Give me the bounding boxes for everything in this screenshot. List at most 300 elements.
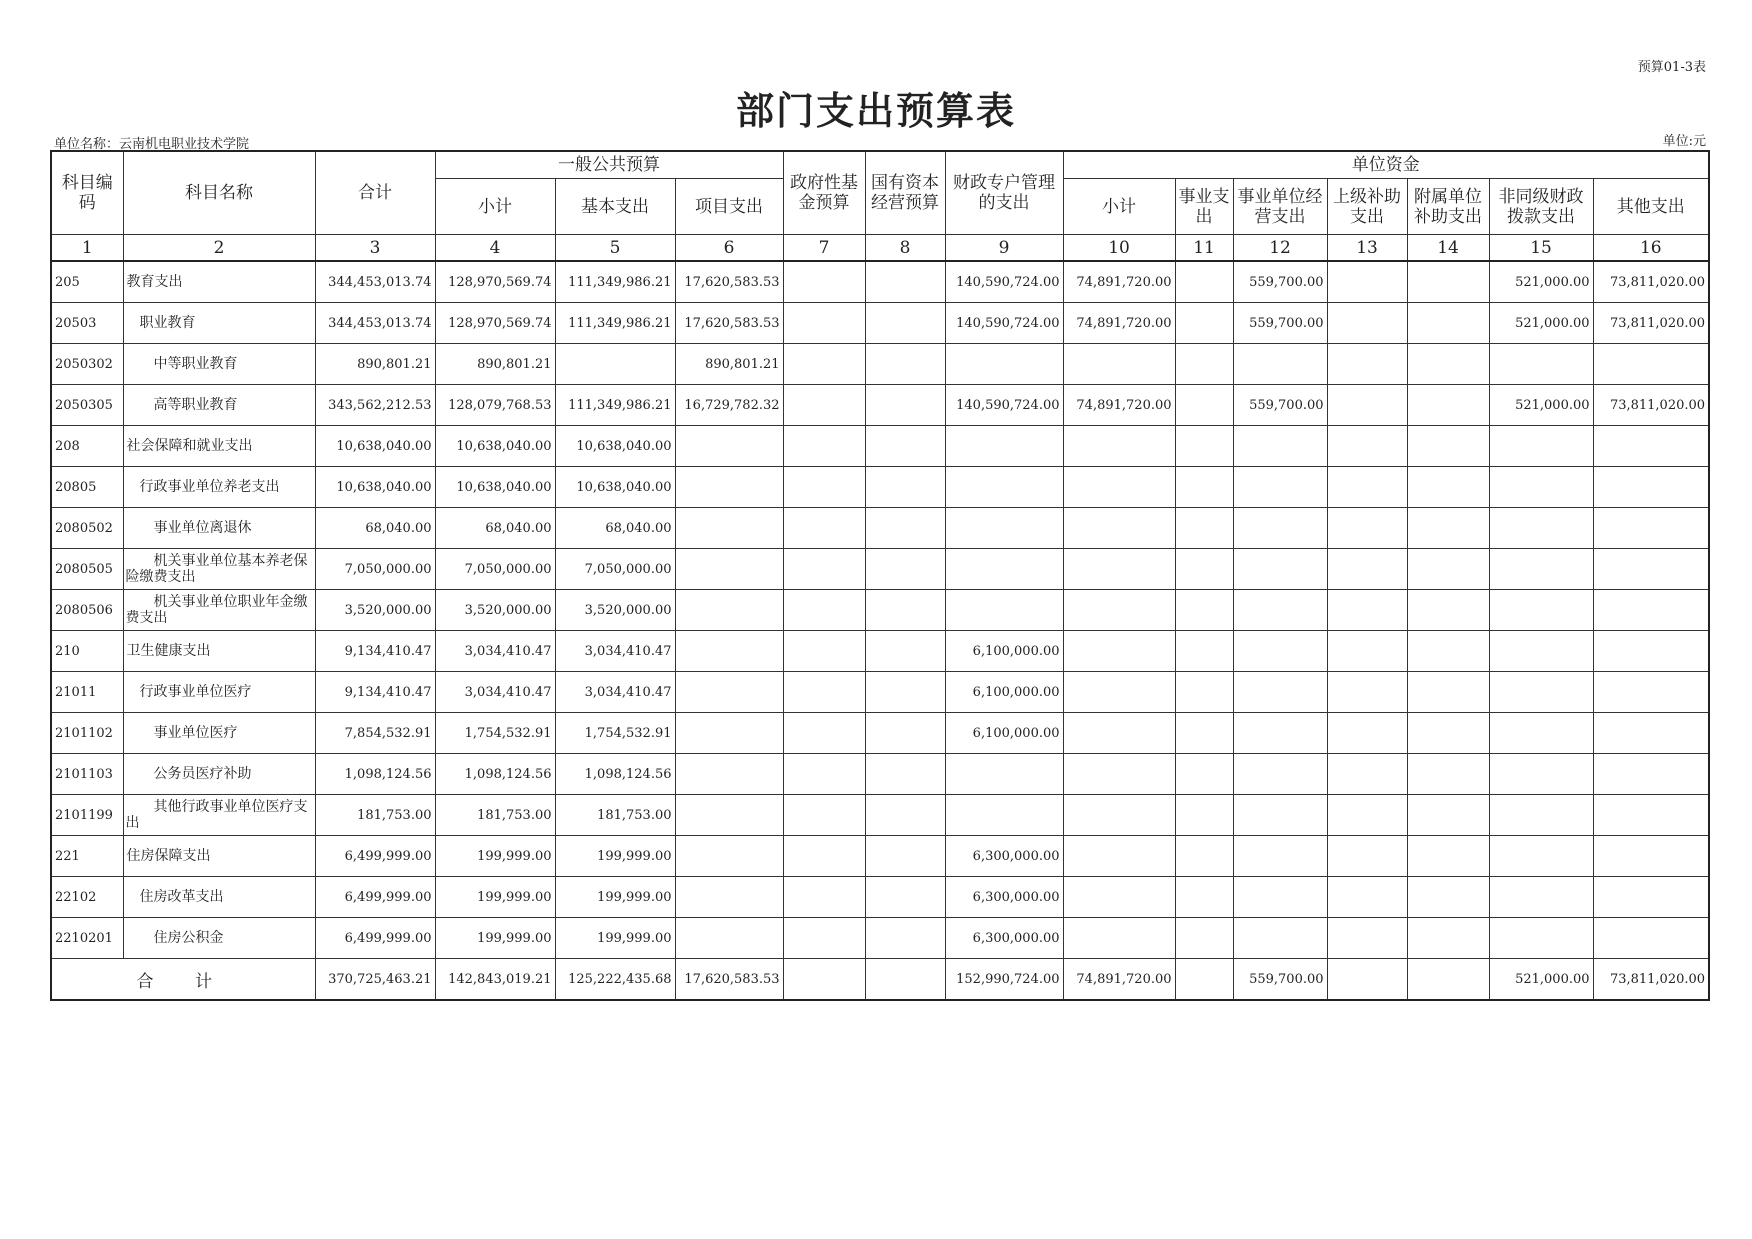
cell-c14 bbox=[1407, 795, 1489, 836]
subject-code: 21011 bbox=[51, 672, 123, 713]
header-unit-subtotal: 小计 bbox=[1063, 179, 1175, 235]
cell-c16 bbox=[1593, 795, 1709, 836]
cell-c9 bbox=[945, 467, 1063, 508]
total-c5: 125,222,435.68 bbox=[555, 959, 675, 1001]
cell-c8 bbox=[865, 508, 945, 549]
cell-c3: 9,134,410.47 bbox=[315, 672, 435, 713]
cell-c6 bbox=[675, 795, 783, 836]
cell-c5: 68,040.00 bbox=[555, 508, 675, 549]
column-number: 14 bbox=[1407, 235, 1489, 262]
header-subtotal: 小计 bbox=[435, 179, 555, 235]
total-c3: 370,725,463.21 bbox=[315, 959, 435, 1001]
total-c11 bbox=[1175, 959, 1233, 1001]
cell-c7 bbox=[783, 303, 865, 344]
cell-c12 bbox=[1233, 590, 1327, 631]
table-row bbox=[51, 385, 1709, 426]
subject-code: 22102 bbox=[51, 877, 123, 918]
total-c13 bbox=[1327, 959, 1407, 1001]
cell-c6 bbox=[675, 590, 783, 631]
column-number: 12 bbox=[1233, 235, 1327, 262]
header-name: 科目名称 bbox=[123, 151, 315, 235]
total-c14 bbox=[1407, 959, 1489, 1001]
header-superior-subsidy: 上级补助支出 bbox=[1327, 179, 1407, 235]
cell-c10 bbox=[1063, 467, 1175, 508]
cell-c13 bbox=[1327, 754, 1407, 795]
cell-c9: 6,300,000.00 bbox=[945, 918, 1063, 959]
subject-code: 2101199 bbox=[51, 795, 123, 836]
subject-code: 20805 bbox=[51, 467, 123, 508]
column-number: 3 bbox=[315, 235, 435, 262]
cell-c10 bbox=[1063, 672, 1175, 713]
cell-c5: 1,098,124.56 bbox=[555, 754, 675, 795]
cell-c15 bbox=[1489, 631, 1593, 672]
cell-c3: 181,753.00 bbox=[315, 795, 435, 836]
cell-c7 bbox=[783, 426, 865, 467]
column-number: 5 bbox=[555, 235, 675, 262]
column-number: 4 bbox=[435, 235, 555, 262]
cell-c4: 199,999.00 bbox=[435, 918, 555, 959]
cell-c9: 6,300,000.00 bbox=[945, 877, 1063, 918]
cell-c3: 10,638,040.00 bbox=[315, 426, 435, 467]
cell-c5: 199,999.00 bbox=[555, 877, 675, 918]
cell-c16 bbox=[1593, 918, 1709, 959]
cell-c11 bbox=[1175, 877, 1233, 918]
cell-c8 bbox=[865, 303, 945, 344]
cell-c11 bbox=[1175, 467, 1233, 508]
cell-c7 bbox=[783, 672, 865, 713]
total-c7 bbox=[783, 959, 865, 1001]
cell-c13 bbox=[1327, 549, 1407, 590]
table-row bbox=[51, 754, 1709, 795]
cell-c4: 1,098,124.56 bbox=[435, 754, 555, 795]
cell-c3: 343,562,212.53 bbox=[315, 385, 435, 426]
subject-name: 公务员医疗补助 bbox=[123, 754, 315, 795]
cell-c11 bbox=[1175, 549, 1233, 590]
column-number: 15 bbox=[1489, 235, 1593, 262]
cell-c14 bbox=[1407, 549, 1489, 590]
cell-c8 bbox=[865, 877, 945, 918]
cell-c4: 128,970,569.74 bbox=[435, 303, 555, 344]
cell-c4: 128,970,569.74 bbox=[435, 261, 555, 303]
subject-name: 社会保障和就业支出 bbox=[123, 426, 315, 467]
cell-c5: 10,638,040.00 bbox=[555, 426, 675, 467]
cell-c3: 7,050,000.00 bbox=[315, 549, 435, 590]
cell-c16 bbox=[1593, 754, 1709, 795]
table-row bbox=[51, 344, 1709, 385]
cell-c6: 16,729,782.32 bbox=[675, 385, 783, 426]
cell-c7 bbox=[783, 713, 865, 754]
header-gov-fund: 政府性基金预算 bbox=[783, 151, 865, 235]
table-row bbox=[51, 261, 1709, 303]
cell-c5: 111,349,986.21 bbox=[555, 303, 675, 344]
subject-code: 221 bbox=[51, 836, 123, 877]
subject-name: 机关事业单位基本养老保险缴费支出 bbox=[123, 549, 315, 590]
cell-c12 bbox=[1233, 631, 1327, 672]
cell-c9 bbox=[945, 508, 1063, 549]
budget-table bbox=[50, 150, 1710, 1001]
column-number: 7 bbox=[783, 235, 865, 262]
cell-c10 bbox=[1063, 918, 1175, 959]
cell-c5: 181,753.00 bbox=[555, 795, 675, 836]
page-title: 部门支出预算表 bbox=[735, 88, 1016, 133]
cell-c15 bbox=[1489, 877, 1593, 918]
cell-c15 bbox=[1489, 836, 1593, 877]
cell-c6: 17,620,583.53 bbox=[675, 303, 783, 344]
cell-c12 bbox=[1233, 426, 1327, 467]
subject-code: 2080502 bbox=[51, 508, 123, 549]
cell-c6 bbox=[675, 877, 783, 918]
cell-c9: 140,590,724.00 bbox=[945, 303, 1063, 344]
total-row bbox=[51, 959, 1709, 1001]
subject-name: 住房保障支出 bbox=[123, 836, 315, 877]
header-affiliated-subsidy: 附属单位补助支出 bbox=[1407, 179, 1489, 235]
cell-c5: 1,754,532.91 bbox=[555, 713, 675, 754]
subject-name: 事业单位离退休 bbox=[123, 508, 315, 549]
cell-c15 bbox=[1489, 672, 1593, 713]
subject-code: 2101102 bbox=[51, 713, 123, 754]
cell-c13 bbox=[1327, 344, 1407, 385]
cell-c14 bbox=[1407, 836, 1489, 877]
subject-name: 住房公积金 bbox=[123, 918, 315, 959]
cell-c7 bbox=[783, 385, 865, 426]
cell-c9: 6,300,000.00 bbox=[945, 836, 1063, 877]
subject-name: 机关事业单位职业年金缴费支出 bbox=[123, 590, 315, 631]
subject-name: 高等职业教育 bbox=[123, 385, 315, 426]
cell-c15 bbox=[1489, 508, 1593, 549]
total-c10: 74,891,720.00 bbox=[1063, 959, 1175, 1001]
cell-c16: 73,811,020.00 bbox=[1593, 303, 1709, 344]
cell-c5: 111,349,986.21 bbox=[555, 261, 675, 303]
cell-c9 bbox=[945, 426, 1063, 467]
cell-c3: 6,499,999.00 bbox=[315, 918, 435, 959]
table-row bbox=[51, 631, 1709, 672]
cell-c5: 7,050,000.00 bbox=[555, 549, 675, 590]
cell-c9 bbox=[945, 549, 1063, 590]
cell-c3: 6,499,999.00 bbox=[315, 877, 435, 918]
cell-c14 bbox=[1407, 672, 1489, 713]
header-total: 合计 bbox=[315, 151, 435, 235]
cell-c16 bbox=[1593, 836, 1709, 877]
cell-c13 bbox=[1327, 426, 1407, 467]
cell-c8 bbox=[865, 385, 945, 426]
cell-c10 bbox=[1063, 344, 1175, 385]
cell-c3: 68,040.00 bbox=[315, 508, 435, 549]
subject-name: 行政事业单位医疗 bbox=[123, 672, 315, 713]
header-career-unit-op: 事业单位经营支出 bbox=[1233, 179, 1327, 235]
total-c12: 559,700.00 bbox=[1233, 959, 1327, 1001]
cell-c5: 10,638,040.00 bbox=[555, 467, 675, 508]
cell-c8 bbox=[865, 467, 945, 508]
cell-c10 bbox=[1063, 713, 1175, 754]
cell-c11 bbox=[1175, 590, 1233, 631]
cell-c16 bbox=[1593, 631, 1709, 672]
cell-c14 bbox=[1407, 754, 1489, 795]
cell-c11 bbox=[1175, 754, 1233, 795]
cell-c14 bbox=[1407, 590, 1489, 631]
total-c4: 142,843,019.21 bbox=[435, 959, 555, 1001]
cell-c3: 344,453,013.74 bbox=[315, 261, 435, 303]
header-code: 科目编码 bbox=[51, 151, 123, 235]
subject-code: 2101103 bbox=[51, 754, 123, 795]
table-row bbox=[51, 877, 1709, 918]
cell-c16: 73,811,020.00 bbox=[1593, 261, 1709, 303]
cell-c14 bbox=[1407, 877, 1489, 918]
cell-c14 bbox=[1407, 918, 1489, 959]
subject-code: 2080505 bbox=[51, 549, 123, 590]
cell-c4: 10,638,040.00 bbox=[435, 467, 555, 508]
subject-code: 208 bbox=[51, 426, 123, 467]
table-row bbox=[51, 672, 1709, 713]
cell-c14 bbox=[1407, 261, 1489, 303]
table-row bbox=[51, 590, 1709, 631]
cell-c11 bbox=[1175, 672, 1233, 713]
cell-c10 bbox=[1063, 754, 1175, 795]
cell-c4: 181,753.00 bbox=[435, 795, 555, 836]
cell-c10 bbox=[1063, 836, 1175, 877]
cell-c11 bbox=[1175, 795, 1233, 836]
cell-c11 bbox=[1175, 344, 1233, 385]
subject-code: 2050305 bbox=[51, 385, 123, 426]
cell-c4: 3,034,410.47 bbox=[435, 672, 555, 713]
cell-c6 bbox=[675, 754, 783, 795]
subject-code: 2050302 bbox=[51, 344, 123, 385]
cell-c15 bbox=[1489, 795, 1593, 836]
cell-c14 bbox=[1407, 303, 1489, 344]
table-row bbox=[51, 303, 1709, 344]
table-row bbox=[51, 713, 1709, 754]
cell-c4: 199,999.00 bbox=[435, 836, 555, 877]
cell-c12 bbox=[1233, 713, 1327, 754]
header-non-same-level: 非同级财政拨款支出 bbox=[1489, 179, 1593, 235]
cell-c15 bbox=[1489, 426, 1593, 467]
column-number: 16 bbox=[1593, 235, 1709, 262]
cell-c5: 199,999.00 bbox=[555, 836, 675, 877]
cell-c14 bbox=[1407, 631, 1489, 672]
cell-c15 bbox=[1489, 467, 1593, 508]
cell-c12: 559,700.00 bbox=[1233, 261, 1327, 303]
cell-c7 bbox=[783, 877, 865, 918]
column-number: 8 bbox=[865, 235, 945, 262]
cell-c5: 111,349,986.21 bbox=[555, 385, 675, 426]
cell-c13 bbox=[1327, 713, 1407, 754]
cell-c7 bbox=[783, 631, 865, 672]
column-number-row bbox=[51, 235, 1709, 262]
cell-c6 bbox=[675, 672, 783, 713]
subject-code: 20503 bbox=[51, 303, 123, 344]
cell-c6 bbox=[675, 549, 783, 590]
header-career-exp: 事业支出 bbox=[1175, 179, 1233, 235]
cell-c5: 3,034,410.47 bbox=[555, 672, 675, 713]
cell-c14 bbox=[1407, 467, 1489, 508]
total-c6: 17,620,583.53 bbox=[675, 959, 783, 1001]
cell-c5: 199,999.00 bbox=[555, 918, 675, 959]
cell-c15 bbox=[1489, 754, 1593, 795]
cell-c6 bbox=[675, 713, 783, 754]
cell-c12: 559,700.00 bbox=[1233, 303, 1327, 344]
cell-c4: 7,050,000.00 bbox=[435, 549, 555, 590]
cell-c12 bbox=[1233, 508, 1327, 549]
cell-c16 bbox=[1593, 508, 1709, 549]
cell-c14 bbox=[1407, 385, 1489, 426]
cell-c10: 74,891,720.00 bbox=[1063, 385, 1175, 426]
cell-c3: 890,801.21 bbox=[315, 344, 435, 385]
subject-code: 2210201 bbox=[51, 918, 123, 959]
cell-c7 bbox=[783, 508, 865, 549]
cell-c16 bbox=[1593, 344, 1709, 385]
cell-c7 bbox=[783, 261, 865, 303]
cell-c13 bbox=[1327, 590, 1407, 631]
unit-name: 单位名称：云南机电职业技术学院 bbox=[54, 137, 250, 152]
cell-c7 bbox=[783, 590, 865, 631]
column-number: 9 bbox=[945, 235, 1063, 262]
cell-c15: 521,000.00 bbox=[1489, 385, 1593, 426]
cell-c9: 140,590,724.00 bbox=[945, 385, 1063, 426]
cell-c11 bbox=[1175, 836, 1233, 877]
cell-c10 bbox=[1063, 549, 1175, 590]
header-project-exp: 项目支出 bbox=[675, 179, 783, 235]
header-basic-exp: 基本支出 bbox=[555, 179, 675, 235]
cell-c8 bbox=[865, 918, 945, 959]
cell-c8 bbox=[865, 261, 945, 303]
total-c8 bbox=[865, 959, 945, 1001]
cell-c4: 1,754,532.91 bbox=[435, 713, 555, 754]
table-row bbox=[51, 795, 1709, 836]
cell-c9: 6,100,000.00 bbox=[945, 713, 1063, 754]
cell-c6 bbox=[675, 918, 783, 959]
cell-c13 bbox=[1327, 631, 1407, 672]
cell-c12 bbox=[1233, 549, 1327, 590]
cell-c16 bbox=[1593, 426, 1709, 467]
cell-c4: 3,520,000.00 bbox=[435, 590, 555, 631]
cell-c16: 73,811,020.00 bbox=[1593, 385, 1709, 426]
header-unit-funds: 单位资金 bbox=[1063, 151, 1709, 179]
cell-c15: 521,000.00 bbox=[1489, 303, 1593, 344]
cell-c7 bbox=[783, 918, 865, 959]
subject-code: 210 bbox=[51, 631, 123, 672]
column-number: 11 bbox=[1175, 235, 1233, 262]
cell-c10 bbox=[1063, 631, 1175, 672]
subject-name: 教育支出 bbox=[123, 261, 315, 303]
column-number: 6 bbox=[675, 235, 783, 262]
cell-c6 bbox=[675, 467, 783, 508]
cell-c10 bbox=[1063, 795, 1175, 836]
cell-c14 bbox=[1407, 426, 1489, 467]
table-row bbox=[51, 508, 1709, 549]
column-number: 2 bbox=[123, 235, 315, 262]
cell-c9 bbox=[945, 754, 1063, 795]
cell-c6: 17,620,583.53 bbox=[675, 261, 783, 303]
cell-c14 bbox=[1407, 344, 1489, 385]
cell-c13 bbox=[1327, 672, 1407, 713]
subject-name: 职业教育 bbox=[123, 303, 315, 344]
cell-c12 bbox=[1233, 795, 1327, 836]
cell-c6 bbox=[675, 426, 783, 467]
cell-c13 bbox=[1327, 261, 1407, 303]
cell-c11 bbox=[1175, 508, 1233, 549]
cell-c13 bbox=[1327, 877, 1407, 918]
table-row bbox=[51, 549, 1709, 590]
cell-c8 bbox=[865, 795, 945, 836]
cell-c3: 6,499,999.00 bbox=[315, 836, 435, 877]
cell-c9: 140,590,724.00 bbox=[945, 261, 1063, 303]
header-other-exp: 其他支出 bbox=[1593, 179, 1709, 235]
cell-c13 bbox=[1327, 918, 1407, 959]
cell-c7 bbox=[783, 836, 865, 877]
subject-name: 住房改革支出 bbox=[123, 877, 315, 918]
cell-c8 bbox=[865, 590, 945, 631]
cell-c15 bbox=[1489, 344, 1593, 385]
cell-c8 bbox=[865, 426, 945, 467]
cell-c13 bbox=[1327, 836, 1407, 877]
cell-c7 bbox=[783, 467, 865, 508]
cell-c6 bbox=[675, 631, 783, 672]
header-general-budget: 一般公共预算 bbox=[435, 151, 783, 179]
column-number: 1 bbox=[51, 235, 123, 262]
cell-c6 bbox=[675, 836, 783, 877]
cell-c13 bbox=[1327, 385, 1407, 426]
cell-c6: 890,801.21 bbox=[675, 344, 783, 385]
cell-c16 bbox=[1593, 590, 1709, 631]
table-row bbox=[51, 426, 1709, 467]
cell-c11 bbox=[1175, 303, 1233, 344]
cell-c9: 6,100,000.00 bbox=[945, 672, 1063, 713]
total-label: 合 计 bbox=[51, 959, 315, 1001]
cell-c11 bbox=[1175, 385, 1233, 426]
subject-name: 行政事业单位养老支出 bbox=[123, 467, 315, 508]
table-row bbox=[51, 467, 1709, 508]
table-row bbox=[51, 918, 1709, 959]
cell-c15 bbox=[1489, 590, 1593, 631]
cell-c3: 10,638,040.00 bbox=[315, 467, 435, 508]
cell-c4: 68,040.00 bbox=[435, 508, 555, 549]
cell-c3: 3,520,000.00 bbox=[315, 590, 435, 631]
cell-c8 bbox=[865, 836, 945, 877]
subject-name: 事业单位医疗 bbox=[123, 713, 315, 754]
cell-c11 bbox=[1175, 631, 1233, 672]
header-state-capital: 国有资本经营预算 bbox=[865, 151, 945, 235]
header-fiscal-special: 财政专户管理的支出 bbox=[945, 151, 1063, 235]
total-c16: 73,811,020.00 bbox=[1593, 959, 1709, 1001]
cell-c4: 128,079,768.53 bbox=[435, 385, 555, 426]
cell-c9: 6,100,000.00 bbox=[945, 631, 1063, 672]
cell-c12 bbox=[1233, 877, 1327, 918]
cell-c6 bbox=[675, 508, 783, 549]
table-row bbox=[51, 836, 1709, 877]
cell-c12 bbox=[1233, 836, 1327, 877]
cell-c13 bbox=[1327, 303, 1407, 344]
cell-c5 bbox=[555, 344, 675, 385]
cell-c8 bbox=[865, 344, 945, 385]
cell-c16 bbox=[1593, 467, 1709, 508]
cell-c13 bbox=[1327, 795, 1407, 836]
cell-c16 bbox=[1593, 713, 1709, 754]
cell-c3: 7,854,532.91 bbox=[315, 713, 435, 754]
cell-c16 bbox=[1593, 672, 1709, 713]
cell-c16 bbox=[1593, 877, 1709, 918]
total-c9: 152,990,724.00 bbox=[945, 959, 1063, 1001]
cell-c8 bbox=[865, 672, 945, 713]
cell-c10: 74,891,720.00 bbox=[1063, 303, 1175, 344]
cell-c7 bbox=[783, 549, 865, 590]
cell-c7 bbox=[783, 754, 865, 795]
cell-c4: 3,034,410.47 bbox=[435, 631, 555, 672]
total-c15: 521,000.00 bbox=[1489, 959, 1593, 1001]
cell-c3: 9,134,410.47 bbox=[315, 631, 435, 672]
cell-c10 bbox=[1063, 590, 1175, 631]
cell-c11 bbox=[1175, 918, 1233, 959]
cell-c8 bbox=[865, 713, 945, 754]
column-number: 10 bbox=[1063, 235, 1175, 262]
